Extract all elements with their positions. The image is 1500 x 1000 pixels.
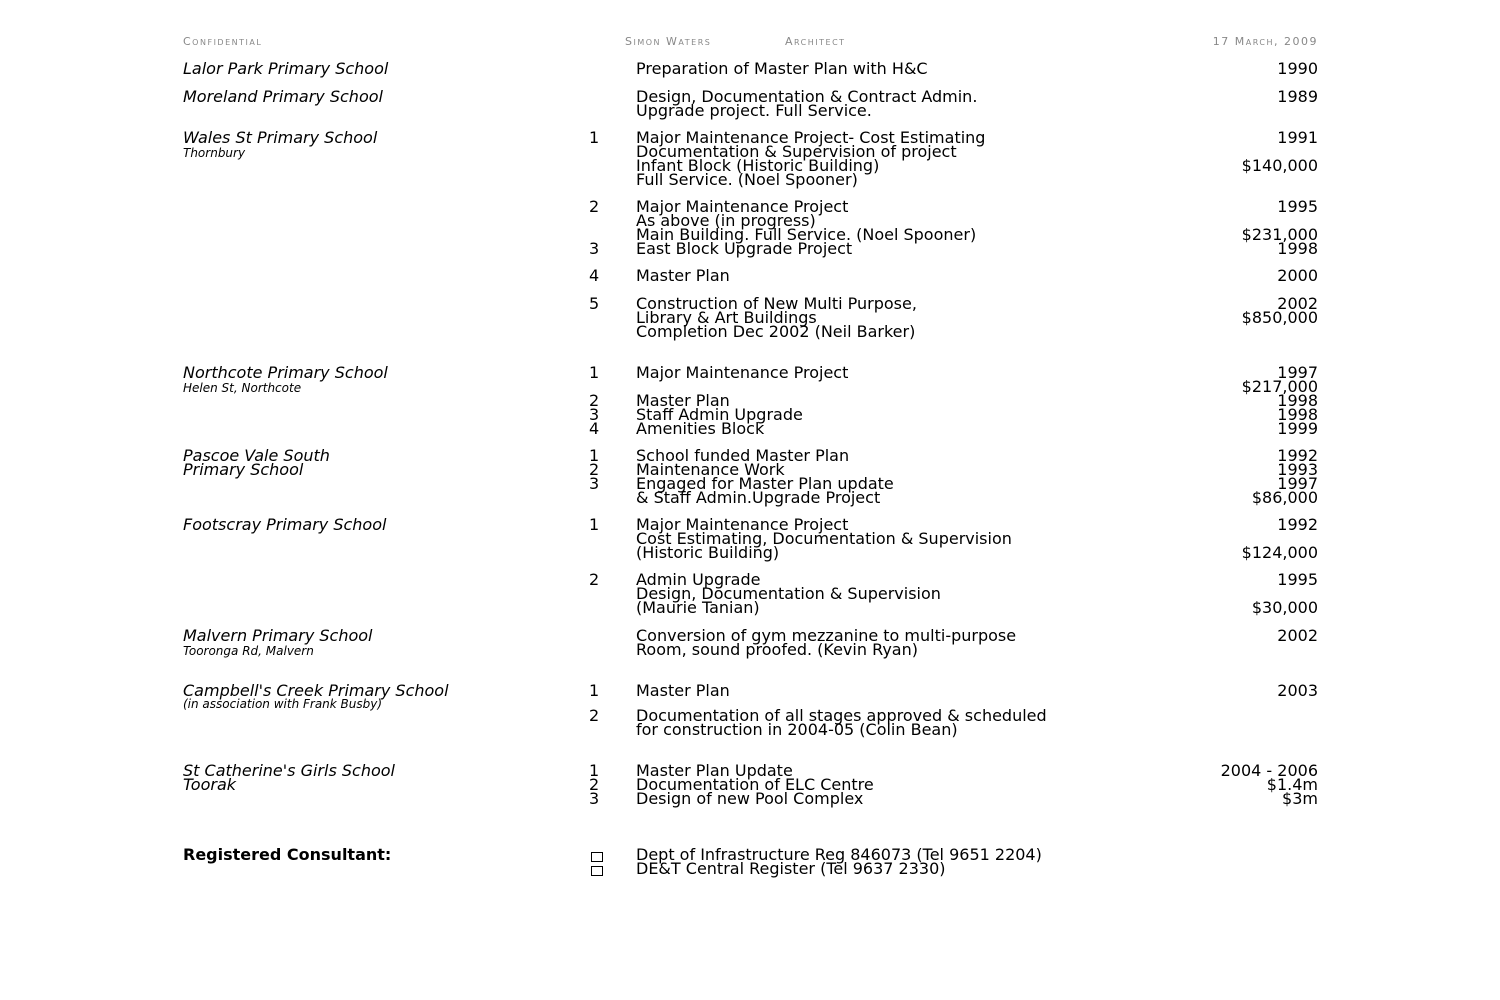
project-year-or-cost: $231,000 (1241, 225, 1318, 244)
project-description: Major Maintenance Project (636, 363, 849, 382)
project-line (0, 543, 1500, 562)
registered-consultant-label: Registered Consultant: (183, 845, 392, 864)
project-year-or-cost: $850,000 (1241, 308, 1318, 327)
project-description: Infant Block (Historic Building) (636, 156, 880, 175)
project-year-or-cost: 1997 (1277, 363, 1318, 382)
project-description: Main Building. Full Service. (Noel Spooner) (636, 225, 977, 244)
item-number: 2 (589, 460, 600, 479)
project-description: East Block Upgrade Project (636, 239, 853, 258)
project-line (0, 101, 1500, 120)
project-year-or-cost: 1989 (1277, 87, 1318, 106)
project-description: As above (in progress) (636, 211, 816, 230)
project-description: Completion Dec 2002 (Neil Barker) (636, 322, 916, 341)
project-year-or-cost: 2002 (1277, 294, 1318, 313)
project-description: Room, sound proofed. (Kevin Ryan) (636, 640, 918, 659)
item-number: 1 (589, 761, 600, 780)
project-description: Preparation of Master Plan with H&C (636, 59, 928, 78)
project-description: Amenities Block (636, 419, 765, 438)
project-year-or-cost: 1990 (1277, 59, 1318, 78)
project-year-or-cost: 1993 (1277, 460, 1318, 479)
project-year-or-cost: 1991 (1277, 128, 1318, 147)
project-year-or-cost: 1998 (1277, 239, 1318, 258)
header-date: 17 March, 2009 (1212, 35, 1318, 48)
project-year-or-cost: 1995 (1277, 197, 1318, 216)
project-description: Engaged for Master Plan update (636, 474, 894, 493)
project-description: Master Plan Update (636, 761, 793, 780)
project-line (0, 640, 1500, 659)
project-description: Documentation of all stages approved & scheduled (636, 706, 1047, 725)
project-year-or-cost: $124,000 (1241, 543, 1318, 562)
project-line (0, 720, 1500, 739)
project-description: for construction in 2004-05 (Colin Bean) (636, 720, 958, 739)
item-number: 2 (589, 197, 600, 216)
project-line (0, 59, 1500, 78)
school-location: Tooronga Rd, Malvern (183, 644, 314, 658)
project-description: Admin Upgrade (636, 570, 761, 589)
school-location: Thornbury (183, 146, 246, 160)
project-description: Design, Documentation & Contract Admin. (636, 87, 978, 106)
project-line (0, 377, 1500, 396)
project-description: Master Plan (636, 681, 730, 700)
registration-item: Dept of Infrastructure Reg 846073 (Tel 9651 2204) (636, 845, 1042, 864)
school-name: St Catherine's Girls School Toorak (183, 761, 395, 794)
school-location: (in association with Frank Busby) (183, 697, 383, 711)
item-number: 1 (589, 128, 600, 147)
project-year-or-cost: $140,000 (1241, 156, 1318, 175)
project-description: Upgrade project. Full Service. (636, 101, 872, 120)
project-line (0, 239, 1500, 258)
project-line (0, 170, 1500, 189)
item-number: 1 (589, 515, 600, 534)
item-number: 5 (589, 294, 600, 313)
item-number: 3 (589, 405, 600, 424)
project-description: Documentation & Supervision of project (636, 142, 957, 161)
project-description: (Historic Building) (636, 543, 780, 562)
project-year-or-cost: 1998 (1277, 405, 1318, 424)
project-line (0, 488, 1500, 507)
school-name: Malvern Primary School (183, 626, 373, 645)
school-name: Lalor Park Primary School (183, 59, 389, 78)
project-line (0, 322, 1500, 341)
item-number: 1 (589, 363, 600, 382)
project-year-or-cost: 2004 - 2006 (1220, 761, 1318, 780)
project-line (0, 598, 1500, 617)
project-year-or-cost: 1999 (1277, 419, 1318, 438)
item-number: 1 (589, 681, 600, 700)
school-name: Wales St Primary School (183, 128, 378, 147)
header-confidential: Confidential (183, 35, 263, 48)
project-description: (Maurie Tanian) (636, 598, 760, 617)
project-description: Documentation of ELC Centre (636, 775, 874, 794)
header-architect-title: Architect (785, 35, 846, 48)
project-description: Master Plan (636, 266, 730, 285)
item-number: 3 (589, 474, 600, 493)
project-description: Master Plan (636, 391, 730, 410)
project-description: Cost Estimating, Documentation & Supervision (636, 529, 1012, 548)
project-year-or-cost: 2003 (1277, 681, 1318, 700)
school-location: Helen St, Northcote (183, 381, 302, 395)
project-description: Maintenance Work (636, 460, 785, 479)
item-number: 2 (589, 775, 600, 794)
item-number: 1 (589, 446, 600, 465)
item-number: 4 (589, 419, 600, 438)
project-description: Design of new Pool Complex (636, 789, 864, 808)
item-number: 4 (589, 266, 600, 285)
school-name: Moreland Primary School (183, 87, 383, 106)
project-line (0, 681, 1500, 700)
project-description: Conversion of gym mezzanine to multi-purpose (636, 626, 1017, 645)
item-number: 2 (589, 391, 600, 410)
school-name: Pascoe Vale South Primary School (183, 446, 330, 479)
project-year-or-cost: $86,000 (1251, 488, 1318, 507)
project-line (0, 789, 1500, 808)
header-architect-name: Simon Waters (625, 35, 712, 48)
project-year-or-cost: $217,000 (1241, 377, 1318, 396)
project-description: Full Service. (Noel Spooner) (636, 170, 858, 189)
school-name: Campbell's Creek Primary School (183, 681, 449, 700)
project-year-or-cost: 1998 (1277, 391, 1318, 410)
project-year-or-cost: $30,000 (1251, 598, 1318, 617)
project-year-or-cost: $1.4m (1266, 775, 1318, 794)
project-year-or-cost: 2002 (1277, 626, 1318, 645)
registration-item: DE&T Central Register (Tel 9637 2330) (636, 859, 946, 878)
project-year-or-cost: 1992 (1277, 515, 1318, 534)
project-description: Design, Documentation & Supervision (636, 584, 941, 603)
project-year-or-cost: 2000 (1277, 266, 1318, 285)
project-description: Major Maintenance Project (636, 197, 849, 216)
project-description: Major Maintenance Project (636, 515, 849, 534)
item-number: 2 (589, 570, 600, 589)
project-year-or-cost: 1997 (1277, 474, 1318, 493)
project-year-or-cost: 1995 (1277, 570, 1318, 589)
project-description: & Staff Admin.Upgrade Project (636, 488, 881, 507)
item-number: 3 (589, 789, 600, 808)
school-name: Footscray Primary School (183, 515, 387, 534)
item-number: 3 (589, 239, 600, 258)
project-description: School funded Master Plan (636, 446, 850, 465)
item-number: 2 (589, 706, 600, 725)
project-line (0, 266, 1500, 285)
project-line (0, 419, 1500, 438)
project-description: Staff Admin Upgrade (636, 405, 803, 424)
project-year-or-cost: $3m (1282, 789, 1318, 808)
project-description: Construction of New Multi Purpose, (636, 294, 917, 313)
project-description: Major Maintenance Project- Cost Estimating (636, 128, 986, 147)
school-name: Northcote Primary School (183, 363, 388, 382)
project-year-or-cost: 1992 (1277, 446, 1318, 465)
project-description: Library & Art Buildings (636, 308, 817, 327)
